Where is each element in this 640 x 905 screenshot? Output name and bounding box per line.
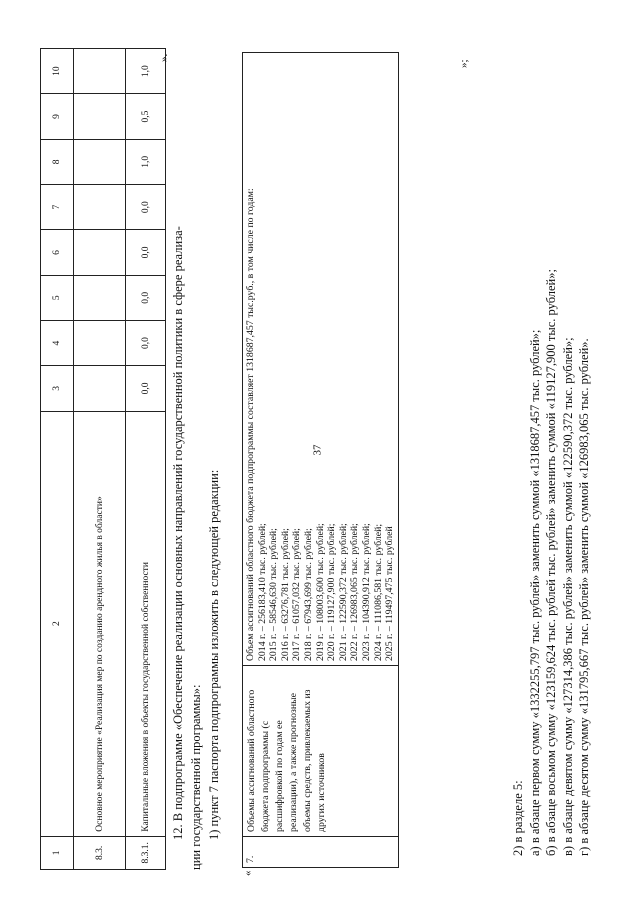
- list-title: 2) в разделе 5:: [511, 780, 525, 856]
- year-line: 2018 г. – 67943,699 тыс. рублей;: [302, 528, 314, 661]
- year-line: 2019 г. – 108003,600 тыс. рублей;: [314, 523, 326, 661]
- value-cell: [74, 275, 126, 320]
- measures-table: [40, 48, 166, 870]
- opening-quote: «: [242, 870, 254, 876]
- header-cell: 8: [41, 139, 74, 184]
- value-cell: 0,0: [126, 275, 166, 320]
- row-label: Объемы ассигнований областного бюджета подпрограммы (с расшифровкой по годам ее реализации), а также прогнозные объемы средств, привлекаемых из других источников: [243, 666, 399, 837]
- value-cell: [74, 94, 126, 139]
- year-line: 2025 г. – 119497,475 тыс. рублей: [384, 526, 396, 661]
- value-cell: 0,0: [126, 366, 166, 411]
- table-row: [243, 53, 399, 868]
- year-line: 2016 г. – 63276,781 тыс. рублей;: [279, 528, 291, 661]
- paragraph-12-line2: ции государственной программы»:: [189, 684, 203, 870]
- row-number: 8.3.1.: [126, 836, 166, 869]
- passport-table: [242, 52, 399, 868]
- row-number: 7.: [243, 837, 399, 868]
- row-name: Основное мероприятие «Реализация мер по созданию арендного жилья в области»: [74, 411, 126, 836]
- paragraph-12-line3: 1) пункт 7 паспорта подпрограммы изложить в следующей редакции:: [207, 469, 221, 840]
- value-cell: 0,5: [126, 94, 166, 139]
- end-quote: »;: [458, 59, 470, 68]
- year-line: 2022 г. – 126983,065 тыс. рублей;: [349, 523, 361, 661]
- table-header-row: [41, 49, 74, 870]
- table-row: [126, 49, 166, 870]
- value-cell: 0,0: [126, 184, 166, 229]
- list-item: б) в абзаце восьмом сумму «123159,624 тыс. рублей тыс. рублей» заменить суммой «119127,900 тыс. рублей»;: [544, 269, 558, 856]
- year-line: 2024 г. – 111086,581 тыс. рублей;: [372, 523, 384, 661]
- value-cell: [74, 49, 126, 94]
- row-number: 8.3.: [74, 836, 126, 869]
- header-cell: 10: [41, 49, 74, 94]
- closing-quote: ».: [158, 53, 170, 62]
- section5-amendments: [510, 269, 593, 856]
- rotated-page-content: [40, 40, 640, 876]
- row-content: [243, 53, 399, 666]
- header-cell: 2: [41, 411, 74, 836]
- value-cell: 1,0: [126, 49, 166, 94]
- table-row: [74, 49, 126, 870]
- year-line: 2020 г. – 119127,900 тыс. рублей;: [326, 523, 338, 661]
- value-cell: [74, 320, 126, 365]
- year-line: 2023 г. – 104390,912 тыс. рублей;: [360, 523, 372, 661]
- value-cell: 0,0: [126, 230, 166, 275]
- header-cell: 1: [41, 836, 74, 869]
- header-cell: 5: [41, 275, 74, 320]
- funding-intro: Объем ассигнований областного бюджета подпрограммы составляет 1318687,457 тыс.руб., в том числе по годам:: [245, 188, 256, 661]
- page-number: 37: [311, 444, 324, 456]
- paragraph-12-line1: 12. В подпрограмме «Обеспечение реализации основных направлений государственной политики в сфере реализа-: [171, 226, 185, 840]
- value-cell: [74, 366, 126, 411]
- value-cell: [74, 184, 126, 229]
- header-cell: 3: [41, 366, 74, 411]
- value-cell: [74, 230, 126, 275]
- row-name: Капитальные вложения в объекты государственной собственности: [126, 411, 166, 836]
- header-cell: 6: [41, 230, 74, 275]
- header-cell: 4: [41, 320, 74, 365]
- header-cell: 7: [41, 184, 74, 229]
- list-item: г) в абзаце десятом сумму «131795,667 тыс. рублей» заменить суммой «126983,065 тыс. рублей».: [577, 338, 591, 856]
- list-item: в) в абзаце девятом сумму «127314,386 тыс. рублей» заменить суммой «122590,372 тыс. рублей»;: [560, 337, 575, 856]
- year-line: 2021 г. – 122590,372 тыс. рублей;: [337, 523, 349, 661]
- value-cell: 0,0: [126, 320, 166, 365]
- value-cell: 1,0: [126, 139, 166, 184]
- year-line: 2015 г. – 58546,630 тыс. рублей;: [268, 528, 280, 661]
- list-item: а) в абзаце первом сумму «1332255,797 тыс. рублей» заменить суммой «1318687,457 тыс. рублей»;: [527, 329, 542, 856]
- year-line: 2017 г. – 61057,032 тыс. рублей;: [291, 528, 303, 661]
- value-cell: [74, 139, 126, 184]
- header-cell: 9: [41, 94, 74, 139]
- year-line: 2014 г. – 256183,410 тыс. рублей;: [256, 523, 268, 661]
